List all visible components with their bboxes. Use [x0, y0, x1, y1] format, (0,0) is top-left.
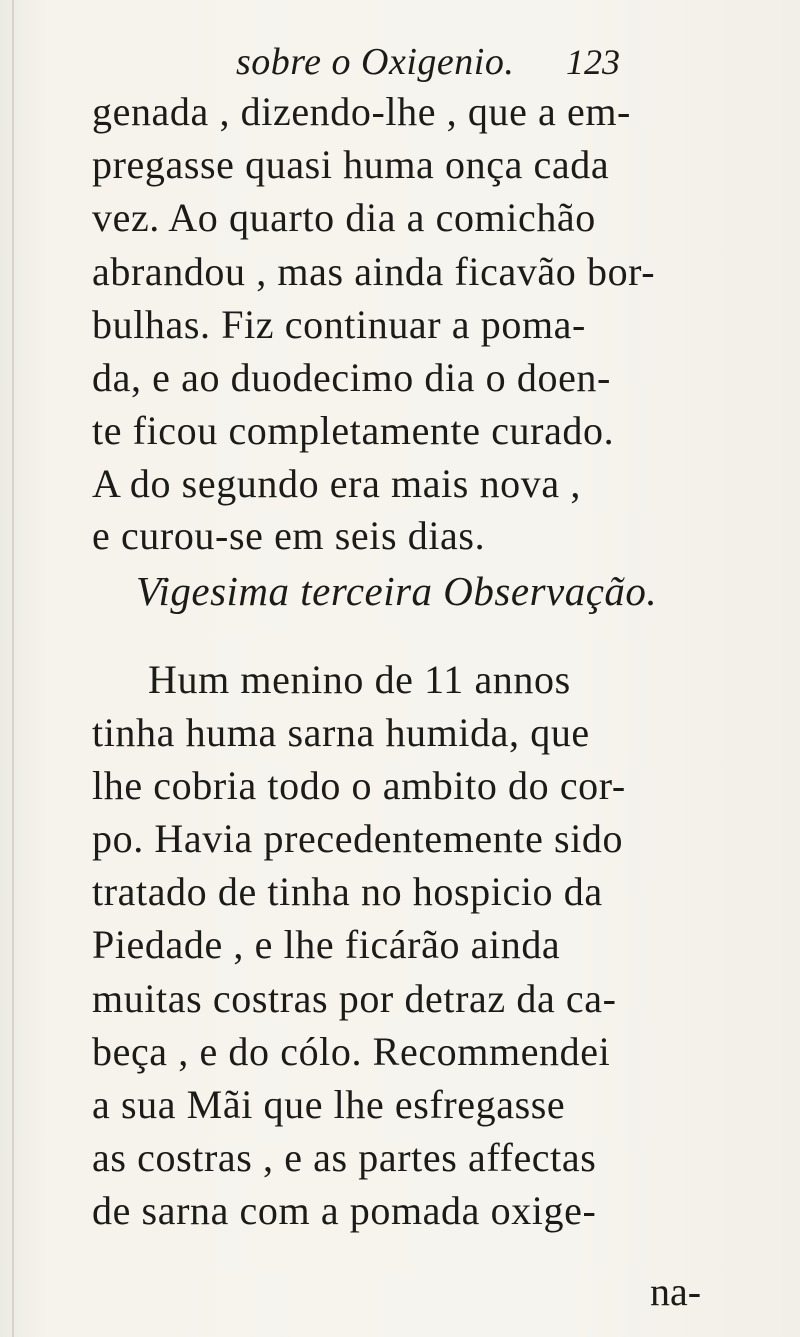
- text-line: Piedade , e lhe ficárão ainda: [92, 922, 561, 967]
- text-line: te ficou completamente curado.: [92, 408, 615, 453]
- text-line: pregasse quasi huma onça cada: [92, 142, 610, 187]
- text-line: tinha huma sarna humida, que: [92, 710, 590, 755]
- catchword: na-: [650, 1269, 702, 1314]
- running-title: sobre o Oxigenio.: [236, 41, 515, 83]
- text-line: po. Havia precedentemente sido: [92, 816, 624, 861]
- text-line: A do segundo era mais nova ,: [92, 461, 581, 506]
- text-line: a sua Mãi que lhe esfregasse: [92, 1082, 566, 1127]
- text-line: beça , e do cólo. Recommendei: [92, 1029, 611, 1074]
- text-line: da, e ao duodecimo dia o doen-: [92, 355, 611, 400]
- text-line: e curou-se em seis dias.: [92, 513, 486, 558]
- text-line: lhe cobria todo o ambito do cor-: [92, 763, 626, 808]
- text-line: Hum menino de 11 annos: [148, 657, 571, 702]
- text-line: abrandou , mas ainda ficavão bor-: [92, 249, 656, 294]
- text-line: vez. Ao quarto dia a comichão: [92, 195, 596, 240]
- page-number: 123: [566, 42, 620, 82]
- text-line: genada , dizendo-lhe , que a em-: [92, 89, 631, 134]
- text-line: muitas costras por detraz da ca-: [92, 976, 617, 1021]
- text-line: as costras , e as partes affectas: [92, 1135, 597, 1180]
- section-heading: Vigesima terceira Observação.: [136, 568, 658, 614]
- text-line: tratado de tinha no hospicio da: [92, 869, 603, 914]
- text-line: de sarna com a pomada oxige-: [92, 1188, 597, 1233]
- text-line: bulhas. Fiz continuar a poma-: [92, 302, 586, 347]
